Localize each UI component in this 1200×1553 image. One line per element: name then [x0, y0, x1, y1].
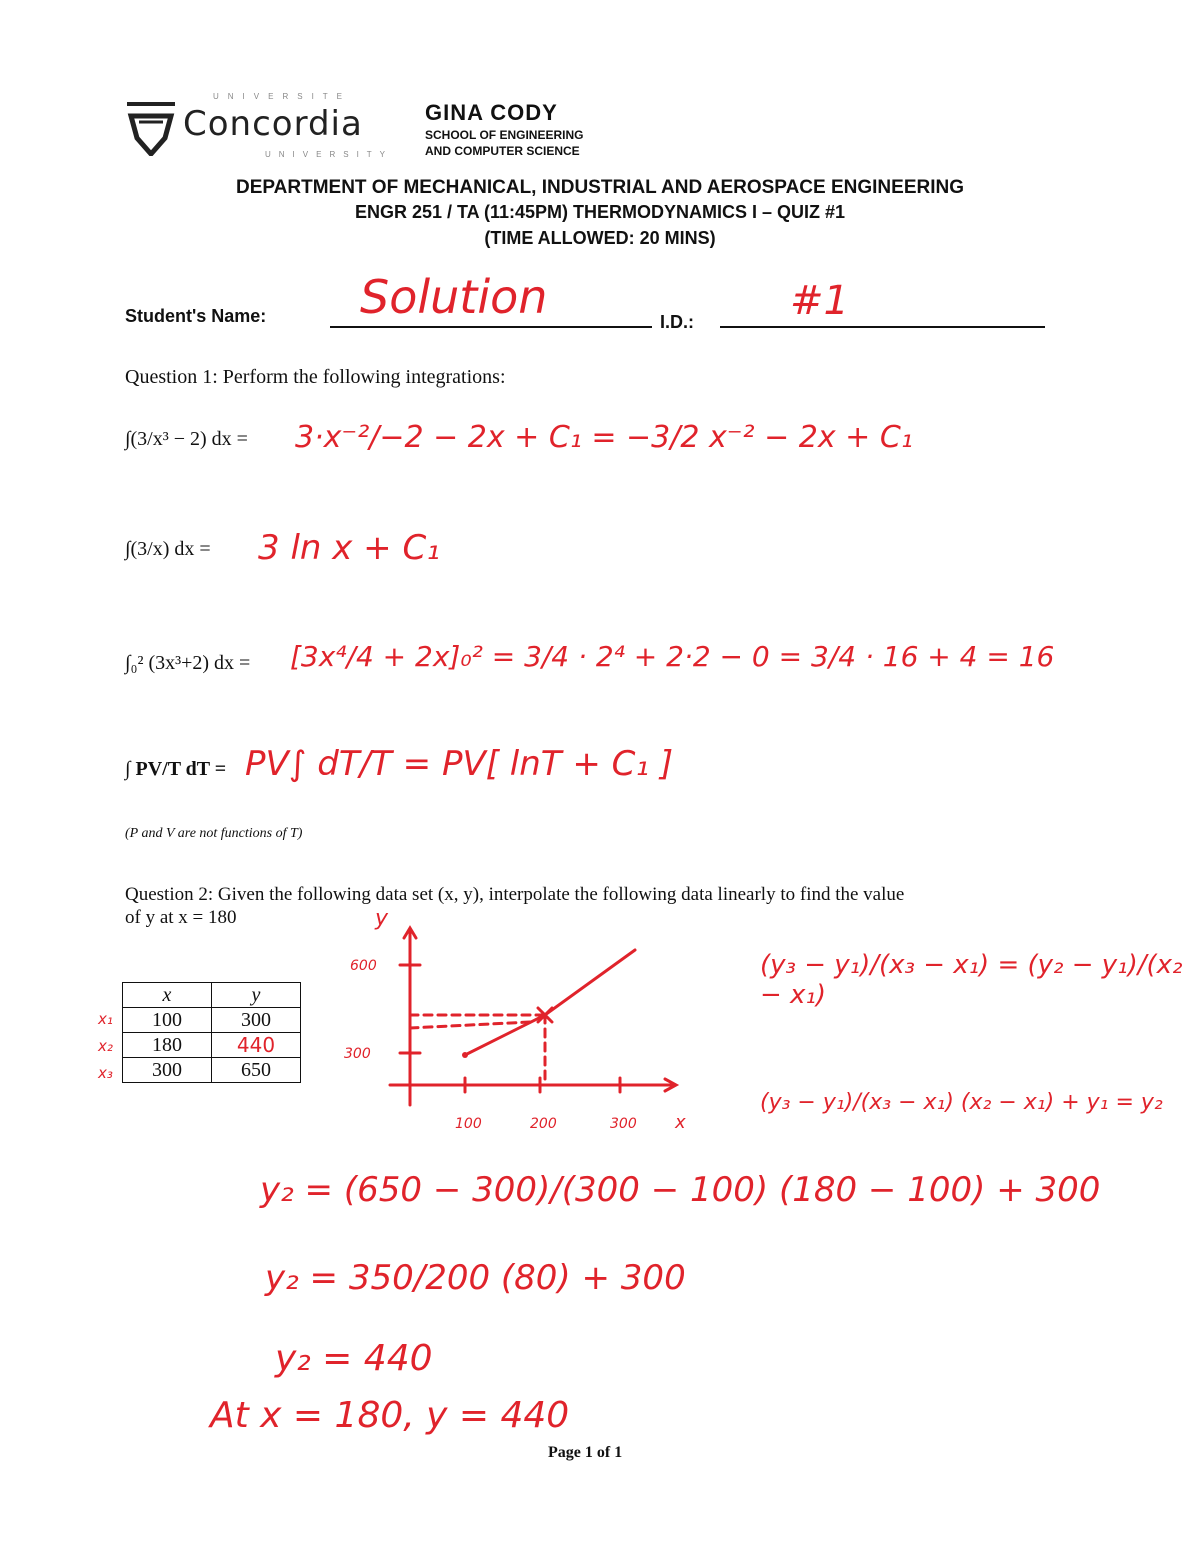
- school-name: [425, 100, 583, 158]
- q1-expr-1: ∫(3/x³ − 2) dx =: [125, 428, 248, 450]
- graph-y-tick-label: 600: [350, 958, 377, 974]
- logo-name: Concordia: [183, 104, 363, 144]
- table-header-y: y: [212, 983, 301, 1008]
- table-cell: 300: [123, 1058, 212, 1083]
- table-row: [123, 1058, 301, 1083]
- table-row: [123, 1033, 301, 1058]
- work-line-4: At x = 180, y = 440: [210, 1395, 570, 1436]
- work-line-1: y₂ = (650 − 300)/(300 − 100) (180 − 100) + 300: [260, 1170, 1101, 1210]
- graph-x-tick-label: 300: [610, 1116, 637, 1132]
- table-row: [123, 1008, 301, 1033]
- interpolation-graph: [330, 910, 700, 1140]
- id-value: #1: [790, 278, 849, 324]
- course-title: ENGR 251 / TA (11:45PM) THERMODYNAMICS I – QUIZ #1: [354, 202, 846, 222]
- row-mark-2: x₂: [98, 1037, 113, 1055]
- row-mark-3: x₃: [98, 1064, 113, 1082]
- q1-answer-4: PV∫ dT/T = PV[ lnT + C₁ ]: [245, 744, 674, 784]
- page-footer: Page 1 of 1: [548, 1444, 623, 1461]
- school-line3: AND COMPUTER SCIENCE: [425, 144, 580, 158]
- q1-expr-3: ∫₀² (3x³+2) dx =: [125, 652, 251, 674]
- department-title: DEPARTMENT OF MECHANICAL, INDUSTRIAL AND AEROSPACE ENGINEERING: [235, 177, 964, 198]
- table-cell: 180: [123, 1033, 212, 1058]
- q1-answer-1: 3·x⁻²/−2 − 2x + C₁ = −3/2 x⁻² − 2x + C₁: [295, 420, 913, 455]
- interp-formula-1: (y₃ − y₁)/(x₃ − x₁) = (y₂ − y₁)/(x₂ − x₁): [760, 950, 1183, 1010]
- shield-icon: [125, 98, 177, 156]
- id-label: I.D.:: [660, 312, 694, 332]
- time-allowed: (TIME ALLOWED: 20 MINS): [484, 228, 716, 248]
- table-cell: 100: [123, 1008, 212, 1033]
- logo-bottom-text: UNIVERSITY: [265, 150, 394, 159]
- school-line1: GINA CODY: [425, 100, 558, 125]
- school-line2: SCHOOL OF ENGINEERING: [425, 128, 584, 142]
- graph-y-label: y: [375, 910, 389, 931]
- table-header-row: [123, 983, 301, 1008]
- q1-note: (P and V are not functions of T): [125, 826, 303, 841]
- graph-point: [462, 1052, 468, 1058]
- graph-y-tick-label: 300: [344, 1046, 371, 1062]
- q1-answer-3: [3x⁴/4 + 2x]₀² = 3/4 · 2⁴ + 2·2 − 0 = 3/4 · 16 + 4 = 16: [290, 640, 1055, 673]
- graph-data-line: [465, 950, 635, 1055]
- work-line-2: y₂ = 350/200 (80) + 300: [265, 1258, 686, 1298]
- work-line-3: y₂ = 440: [275, 1338, 433, 1379]
- graph-x-label: x: [675, 1112, 686, 1133]
- q2-prompt-line2: of y at x = 180: [125, 907, 237, 928]
- student-name-value: Solution: [360, 270, 548, 324]
- q1-expr-2: ∫(3/x) dx =: [125, 538, 211, 560]
- student-name-label: Student's Name:: [125, 306, 267, 326]
- data-table: [122, 982, 301, 1083]
- row-mark-1: x₁: [98, 1010, 113, 1028]
- logo-top-text: UNIVERSITE: [213, 92, 352, 101]
- q1-answer-2: 3 ln x + C₁: [258, 528, 440, 568]
- concordia-logo: [125, 92, 395, 162]
- student-name-line: [330, 326, 652, 328]
- q1-prompt: Question 1: Perform the following integrations:: [125, 366, 506, 388]
- table-cell: 650: [212, 1058, 301, 1083]
- interp-formula-2: (y₃ − y₁)/(x₃ − x₁) (x₂ − x₁) + y₁ = y₂: [760, 1090, 1163, 1115]
- graph-x-tick-label: 100: [455, 1116, 482, 1132]
- graph-x-tick-label: 200: [530, 1116, 557, 1132]
- q2-prompt-line1: Question 2: Given the following data set (x, y), interpolate the following data linearly to find the value: [125, 884, 905, 905]
- table-cell: 300: [212, 1008, 301, 1033]
- table-cell: 440: [212, 1033, 301, 1058]
- table-header-x: x: [123, 983, 212, 1008]
- q1-expr-4: ∫ PV/T dT =: [125, 758, 227, 780]
- id-line: [720, 326, 1045, 328]
